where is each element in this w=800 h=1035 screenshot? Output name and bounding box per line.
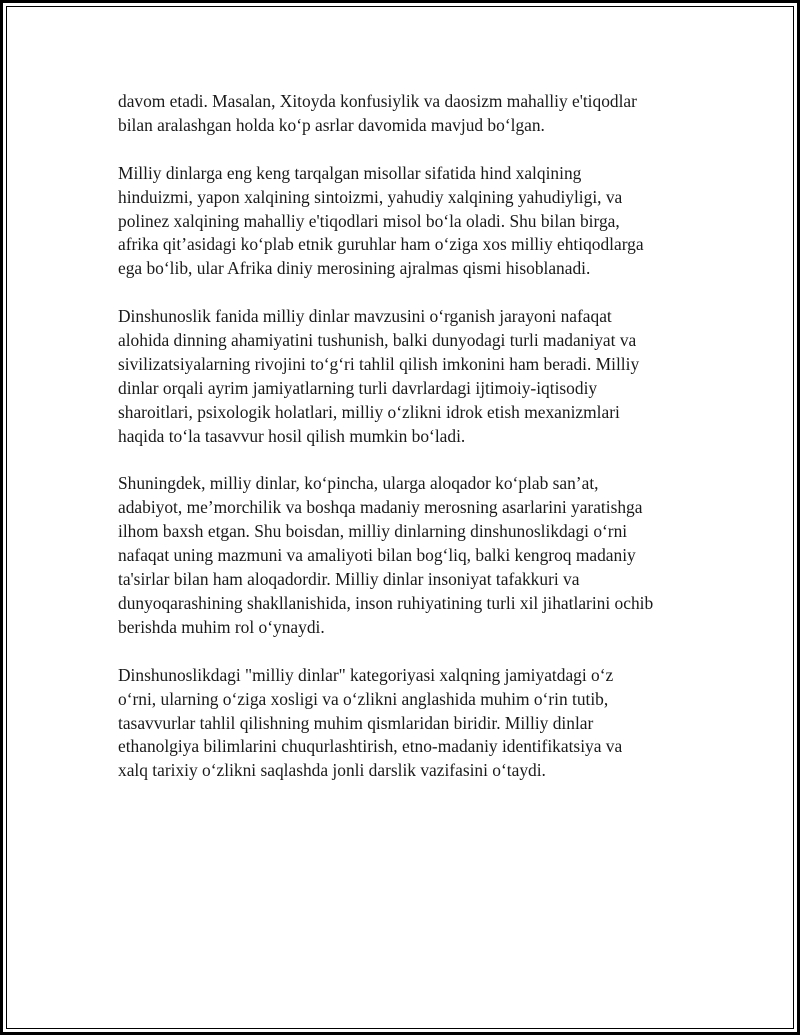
text-line: dunyoqarashining shakllanishida, inson ruhiyatining turli xil jihatlarini ochib	[118, 592, 654, 613]
text-line: nafaqat uning mazmuni va amaliyoti bilan bog‘liq, balki kengroq madaniy	[118, 545, 636, 566]
text-line: tasavvurlar tahlil qilishning muhim qismlaridan biridir. Milliy dinlar	[118, 712, 594, 733]
text-line: alohida dinning ahamiyatini tushunish, balki dunyodagi turli madaniyat va	[118, 330, 637, 351]
text-line: sharoitlari, psixologik holatlari, milliy o‘zlikni idrok etish mexanizmlari	[118, 401, 620, 422]
text-line: Dinshunoslikdagi "milliy dinlar" kategoriyasi xalqning jamiyatdagi o‘z	[118, 664, 614, 685]
text-line: ethanolgiya bilimlarini chuqurlashtirish, etno-madaniy identifikatsiya va	[118, 736, 623, 757]
document-body	[118, 90, 693, 807]
text-line: sivilizatsiyalarning rivojini to‘g‘ri tahlil qilish imkonini ham beradi. Milliy	[118, 353, 640, 374]
text-line: haqida to‘la tasavvur hosil qilish mumkin bo‘ladi.	[118, 425, 466, 446]
paragraph-3	[118, 305, 693, 448]
text-line: Milliy dinlarga eng keng tarqalgan misollar sifatida hind xalqining	[118, 162, 582, 183]
text-line: ilhom baxsh etgan. Shu boisdan, milliy dinlarning dinshunoslikdagi o‘rni	[118, 521, 628, 542]
text-line: bilan aralashgan holda ko‘p asrlar davomida mavjud bo‘lgan.	[118, 114, 545, 135]
text-line: xalq tarixiy o‘zlikni saqlashda jonli darslik vazifasini o‘taydi.	[118, 760, 546, 781]
text-line: o‘rni, ularning o‘ziga xosligi va o‘zlikni anglashida muhim o‘rin tutib,	[118, 688, 609, 709]
text-line: afrika qit’asidagi ko‘plab etnik guruhlar ham o‘ziga xos milliy ehtiqodlarga	[118, 234, 644, 255]
paragraph-5	[118, 664, 693, 784]
text-line: polinez xalqining mahalliy e'tiqodlari misol bo‘la oladi. Shu bilan birga,	[118, 210, 620, 231]
text-line: ega bo‘lib, ular Afrika diniy merosining ajralmas qismi hisoblanadi.	[118, 258, 591, 279]
text-line: davom etadi. Masalan, Xitoyda konfusiylik va daosizm mahalliy e'tiqodlar	[118, 91, 637, 111]
text-line: Dinshunoslik fanida milliy dinlar mavzusini o‘rganish jarayoni nafaqat	[118, 306, 612, 327]
paragraph-4	[118, 472, 693, 639]
text-line: hinduizmi, yapon xalqining sintoizmi, yahudiy xalqining yahudiyligi, va	[118, 186, 623, 207]
text-line: adabiyot, me’morchilik va boshqa madaniy merosning asarlarini yaratishga	[118, 497, 643, 518]
text-line: ta'sirlar bilan ham aloqadordir. Milliy dinlar insoniyat tafakkuri va	[118, 569, 580, 590]
text-line: berishda muhim rol o‘ynaydi.	[118, 616, 325, 637]
paragraph-1	[118, 90, 693, 138]
text-line: Shuningdek, milliy dinlar, ko‘pincha, ularga aloqador ko‘plab san’at,	[118, 473, 599, 494]
text-line: dinlar orqali ayrim jamiyatlarning turli davrlardagi ijtimoiy-iqtisodiy	[118, 377, 598, 398]
paragraph-2	[118, 162, 693, 282]
